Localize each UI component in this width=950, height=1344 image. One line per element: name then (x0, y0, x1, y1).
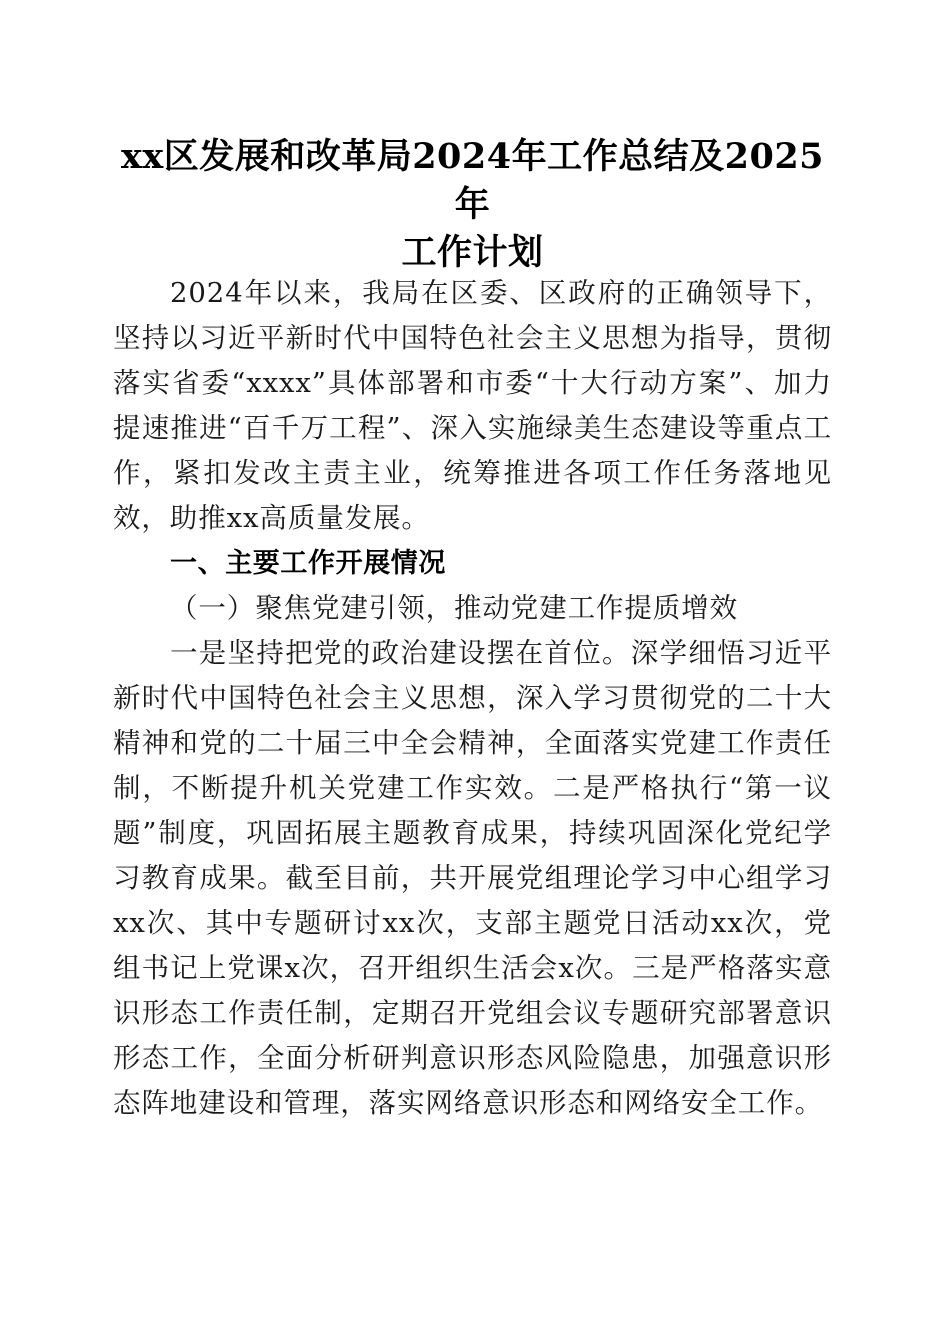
document-title-line-1: xx区发展和改革局2024年工作总结及2025年 (120, 136, 825, 225)
intro-paragraph: 2024年以来，我局在区委、区政府的正确领导下，坚持以习近平新时代中国特色社会主义思想为指导，贯彻落实省委“xxxx”具体部署和市委“十大行动方案”、加力提速推进“百千万工程”、深入实施绿美生态建设等重点工作，紧扣发改主责主业，统筹推进各项工作任务落地见效，助推xx高质量发展。 (113, 277, 832, 534)
document-title-line-2: 工作计划 (401, 232, 544, 273)
subsection-heading-one: （一）聚焦党建引领，推动党建工作提质增效 (170, 592, 738, 624)
document-title (113, 133, 832, 277)
party-building-paragraph: 一是坚持把党的政治建设摆在首位。深学细悟习近平新时代中国特色社会主义思想，深入学习贯彻党的二十大精神和党的二十届三中全会精神，全面落实党建工作责任制，不断提升机关党建工作实效。二是严格执行“第一议题”制度，巩固拓展主题教育成果，持续巩固深化党纪学习教育成果。截至目前，共开展党组理论学习中心组学习xx次、其中专题研讨xx次，支部主题党日活动xx次，党组书记上党课x次，召开组织生活会x次。三是严格落实意识形态工作责任制，定期召开党组会议专题研究部署意识形态工作，全面分析研判意识形态风险隐患，加强意识形态阵地建设和管理，落实网络意识形态和网络安全工作。 (113, 637, 832, 1119)
section-heading-one: 一、主要工作开展情况 (170, 548, 446, 579)
document-body (113, 271, 832, 1126)
